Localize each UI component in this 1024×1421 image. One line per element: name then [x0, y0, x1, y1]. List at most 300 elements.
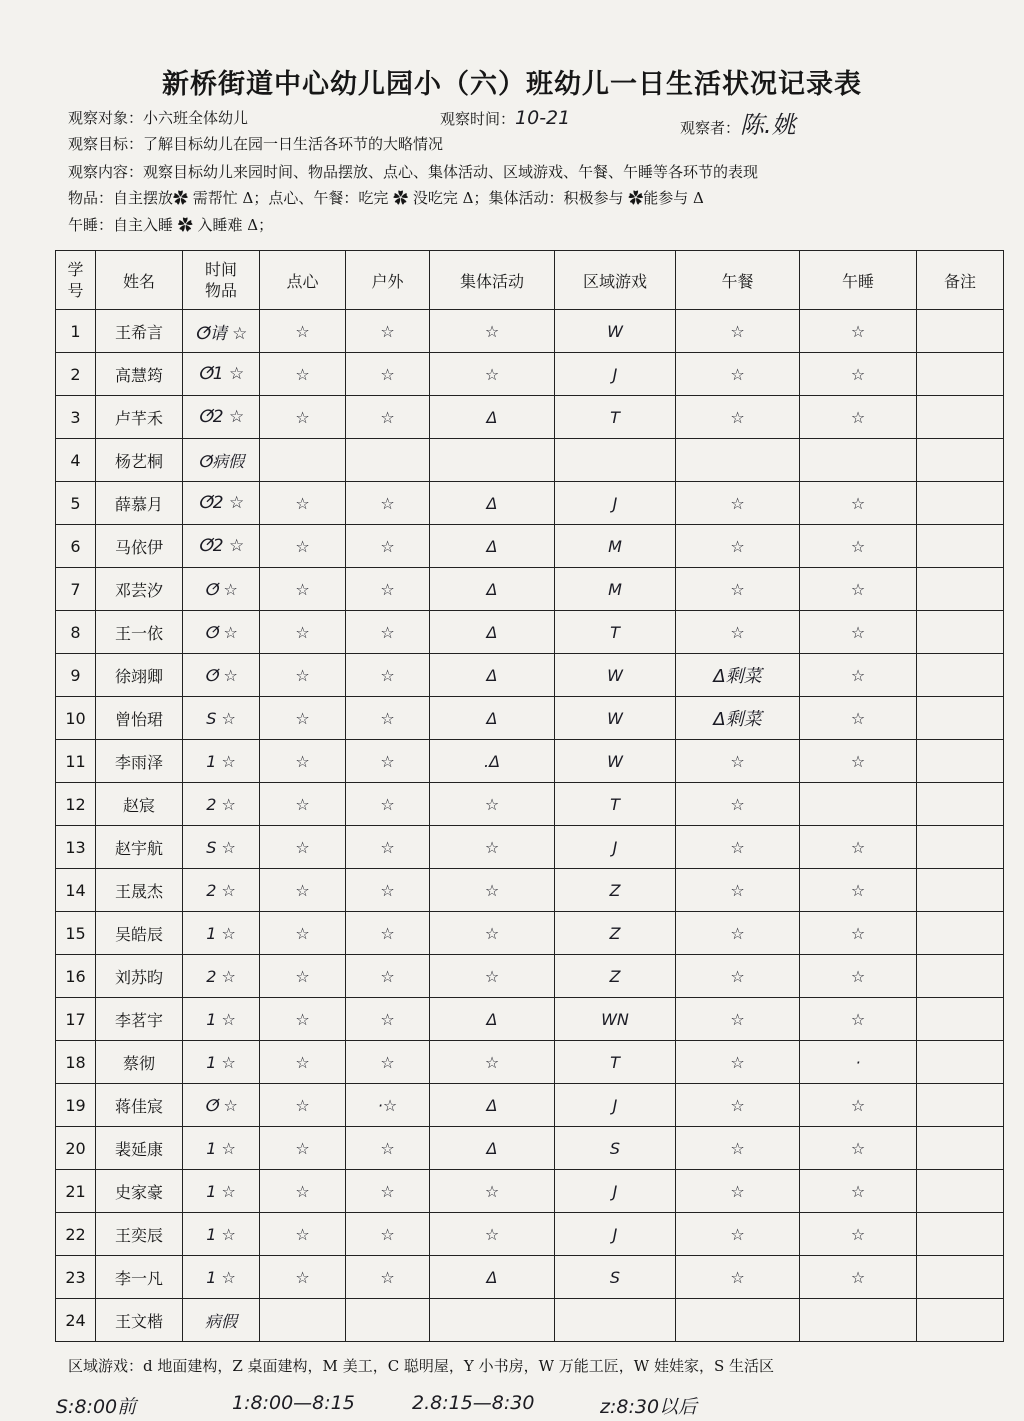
cell-outdoor: ☆: [346, 912, 430, 955]
area-game-legend: 区域游戏：d 地面建构，Z 桌面建构，M 美工，C 聪明屋，Y 小书房，W 万能工匠，W 娃娃家，S 生活区: [68, 1357, 775, 1375]
cell-nap: [800, 439, 917, 482]
cell-note: [917, 353, 1004, 396]
table-row: [56, 1127, 1004, 1170]
observation-goal: [68, 133, 443, 154]
cell-arrive: ⵚ2 ☆: [183, 396, 260, 439]
cell-no: 10: [56, 697, 96, 740]
cell-name: 卢芊禾: [96, 396, 183, 439]
cell-snack: ☆: [260, 740, 346, 783]
cell-area: W: [555, 310, 676, 353]
col-header-no: 学号: [56, 251, 96, 310]
cell-outdoor: ☆: [346, 482, 430, 525]
cell-area: J: [555, 1170, 676, 1213]
cell-lunch: ☆: [676, 1127, 800, 1170]
cell-name: 徐翊卿: [96, 654, 183, 697]
cell-area: T: [555, 783, 676, 826]
time-note-z: z:8:30以后: [600, 1396, 698, 1418]
cell-lunch: ☆: [676, 783, 800, 826]
cell-snack: ☆: [260, 525, 346, 568]
cell-lunch: [676, 1299, 800, 1342]
cell-nap: ·: [800, 1041, 917, 1084]
table-row: [56, 439, 1004, 482]
cell-arrive: 1 ☆: [183, 912, 260, 955]
object-value: 小六班全体幼儿: [143, 109, 249, 127]
cell-snack: ☆: [260, 869, 346, 912]
table-row: [56, 1213, 1004, 1256]
cell-arrive: ⵚ ☆: [183, 611, 260, 654]
table-row: [56, 310, 1004, 353]
observation-object: [68, 107, 248, 128]
cell-area: S: [555, 1256, 676, 1299]
cell-group: Δ: [430, 998, 555, 1041]
cell-nap: ☆: [800, 1127, 917, 1170]
cell-no: 7: [56, 568, 96, 611]
cell-lunch: ☆: [676, 998, 800, 1041]
cell-lunch: ☆: [676, 740, 800, 783]
cell-no: 17: [56, 998, 96, 1041]
cell-name: 赵宸: [96, 783, 183, 826]
cell-arrive: 1 ☆: [183, 998, 260, 1041]
table-header-row: [56, 251, 1004, 310]
cell-lunch: ☆: [676, 1170, 800, 1213]
cell-nap: ☆: [800, 912, 917, 955]
cell-arrive: S ☆: [183, 826, 260, 869]
cell-area: [555, 439, 676, 482]
cell-area: M: [555, 568, 676, 611]
cell-name: 马依伊: [96, 525, 183, 568]
cell-area: WN: [555, 998, 676, 1041]
table-row: [56, 955, 1004, 998]
cell-snack: ☆: [260, 482, 346, 525]
cell-group: Δ: [430, 1256, 555, 1299]
cell-group: [430, 439, 555, 482]
cell-name: 高慧筠: [96, 353, 183, 396]
cell-name: 史家豪: [96, 1170, 183, 1213]
content-label: 观察内容：: [68, 163, 144, 181]
col-header-snack: 点心: [260, 251, 346, 310]
cell-group: .Δ: [430, 740, 555, 783]
cell-group: [430, 1299, 555, 1342]
cell-name: 李茗宇: [96, 998, 183, 1041]
cell-lunch: ☆: [676, 869, 800, 912]
cell-outdoor: ☆: [346, 998, 430, 1041]
cell-no: 13: [56, 826, 96, 869]
cell-snack: ☆: [260, 1127, 346, 1170]
cell-outdoor: ☆: [346, 826, 430, 869]
cell-arrive: ⵚ ☆: [183, 654, 260, 697]
cell-group: Δ: [430, 697, 555, 740]
col-header-arrive: 时间物品: [183, 251, 260, 310]
cell-outdoor: [346, 1299, 430, 1342]
cell-outdoor: ☆: [346, 740, 430, 783]
cell-note: [917, 783, 1004, 826]
cell-no: 14: [56, 869, 96, 912]
cell-nap: ☆: [800, 1213, 917, 1256]
cell-outdoor: ☆: [346, 1041, 430, 1084]
cell-nap: ☆: [800, 697, 917, 740]
cell-no: 8: [56, 611, 96, 654]
cell-outdoor: ☆: [346, 310, 430, 353]
cell-nap: ☆: [800, 396, 917, 439]
cell-nap: ☆: [800, 740, 917, 783]
cell-arrive: S ☆: [183, 697, 260, 740]
cell-name: 刘苏昀: [96, 955, 183, 998]
cell-note: [917, 439, 1004, 482]
table-row: [56, 912, 1004, 955]
cell-arrive: ⵚ2 ☆: [183, 482, 260, 525]
cell-snack: ☆: [260, 1170, 346, 1213]
cell-group: ☆: [430, 310, 555, 353]
table-row: [56, 1084, 1004, 1127]
cell-no: 1: [56, 310, 96, 353]
cell-group: Δ: [430, 1127, 555, 1170]
cell-snack: ☆: [260, 998, 346, 1041]
cell-lunch: Δ剩菜: [676, 654, 800, 697]
table-row: [56, 1256, 1004, 1299]
cell-outdoor: ☆: [346, 611, 430, 654]
cell-area: M: [555, 525, 676, 568]
cell-arrive: 2 ☆: [183, 869, 260, 912]
cell-nap: ☆: [800, 826, 917, 869]
cell-nap: ☆: [800, 955, 917, 998]
cell-nap: ☆: [800, 310, 917, 353]
table-row: [56, 998, 1004, 1041]
cell-arrive: ⵚ ☆: [183, 568, 260, 611]
cell-snack: ☆: [260, 1084, 346, 1127]
cell-arrive: ⵚ ☆: [183, 1084, 260, 1127]
cell-no: 23: [56, 1256, 96, 1299]
table-row: [56, 869, 1004, 912]
table-row: [56, 654, 1004, 697]
cell-arrive: 1 ☆: [183, 740, 260, 783]
table-row: [56, 1299, 1004, 1342]
cell-area: J: [555, 826, 676, 869]
cell-outdoor: ☆: [346, 568, 430, 611]
observer-value: 陈.姚: [740, 111, 796, 139]
cell-snack: ☆: [260, 1041, 346, 1084]
cell-note: [917, 740, 1004, 783]
table-row: [56, 353, 1004, 396]
time-note-s: S:8:00前: [56, 1396, 137, 1418]
cell-no: 9: [56, 654, 96, 697]
cell-outdoor: ·☆: [346, 1084, 430, 1127]
cell-area: S: [555, 1127, 676, 1170]
cell-note: [917, 1041, 1004, 1084]
observer: [680, 105, 796, 140]
cell-note: [917, 1299, 1004, 1342]
cell-snack: [260, 439, 346, 482]
cell-note: [917, 1170, 1004, 1213]
cell-area: T: [555, 396, 676, 439]
legend-line-2: 午睡：自主入睡 ✿ 入睡难 Δ；: [68, 216, 274, 234]
cell-arrive: ⵚ请 ☆: [183, 310, 260, 353]
cell-name: 曾怡珺: [96, 697, 183, 740]
col-header-area: 区域游戏: [555, 251, 676, 310]
cell-area: [555, 1299, 676, 1342]
cell-outdoor: ☆: [346, 353, 430, 396]
table-row: [56, 740, 1004, 783]
table-row: [56, 1041, 1004, 1084]
cell-name: 赵宇航: [96, 826, 183, 869]
cell-area: J: [555, 353, 676, 396]
cell-lunch: ☆: [676, 482, 800, 525]
cell-outdoor: ☆: [346, 783, 430, 826]
cell-nap: ☆: [800, 1256, 917, 1299]
table-body: [56, 310, 1004, 1342]
cell-snack: ☆: [260, 1256, 346, 1299]
table-row: [56, 396, 1004, 439]
cell-snack: ☆: [260, 1213, 346, 1256]
cell-arrive: ⵚ病假: [183, 439, 260, 482]
cell-group: ☆: [430, 1213, 555, 1256]
table-row: [56, 783, 1004, 826]
cell-snack: ☆: [260, 783, 346, 826]
cell-lunch: ☆: [676, 1041, 800, 1084]
cell-note: [917, 826, 1004, 869]
observation-content: [68, 161, 758, 182]
cell-name: 薛慕月: [96, 482, 183, 525]
cell-no: 18: [56, 1041, 96, 1084]
cell-arrive: 病假: [183, 1299, 260, 1342]
cell-outdoor: ☆: [346, 697, 430, 740]
col-header-group: 集体活动: [430, 251, 555, 310]
cell-area: W: [555, 654, 676, 697]
cell-group: ☆: [430, 353, 555, 396]
cell-snack: ☆: [260, 826, 346, 869]
table-row: [56, 568, 1004, 611]
cell-outdoor: ☆: [346, 1127, 430, 1170]
table-row: [56, 525, 1004, 568]
cell-nap: [800, 783, 917, 826]
cell-area: W: [555, 697, 676, 740]
cell-nap: ☆: [800, 654, 917, 697]
cell-note: [917, 396, 1004, 439]
cell-note: [917, 912, 1004, 955]
cell-outdoor: ☆: [346, 1256, 430, 1299]
goal-label: 观察目标：: [68, 135, 144, 153]
cell-no: 11: [56, 740, 96, 783]
object-label: 观察对象：: [68, 109, 144, 127]
cell-note: [917, 482, 1004, 525]
cell-note: [917, 1084, 1004, 1127]
observation-time: [440, 107, 570, 129]
cell-nap: ☆: [800, 525, 917, 568]
observer-label: 观察者：: [680, 119, 741, 137]
cell-group: Δ: [430, 568, 555, 611]
cell-lunch: [676, 439, 800, 482]
table-row: [56, 482, 1004, 525]
cell-group: ☆: [430, 1170, 555, 1213]
cell-note: [917, 1127, 1004, 1170]
cell-name: 李一凡: [96, 1256, 183, 1299]
cell-area: Z: [555, 869, 676, 912]
cell-note: [917, 310, 1004, 353]
cell-lunch: ☆: [676, 396, 800, 439]
cell-no: 21: [56, 1170, 96, 1213]
cell-group: Δ: [430, 482, 555, 525]
cell-name: 蔡彻: [96, 1041, 183, 1084]
cell-no: 19: [56, 1084, 96, 1127]
cell-area: J: [555, 482, 676, 525]
cell-lunch: ☆: [676, 310, 800, 353]
cell-area: T: [555, 611, 676, 654]
col-header-lunch: 午餐: [676, 251, 800, 310]
cell-note: [917, 697, 1004, 740]
cell-nap: [800, 1299, 917, 1342]
cell-arrive: 1 ☆: [183, 1041, 260, 1084]
cell-no: 2: [56, 353, 96, 396]
cell-outdoor: ☆: [346, 1213, 430, 1256]
cell-lunch: ☆: [676, 611, 800, 654]
cell-arrive: 1 ☆: [183, 1256, 260, 1299]
cell-arrive: 1 ☆: [183, 1170, 260, 1213]
cell-arrive: ⵚ1 ☆: [183, 353, 260, 396]
page-title: 新桥街道中心幼儿园小（六）班幼儿一日生活状况记录表: [162, 69, 862, 100]
col-header-name: 姓名: [96, 251, 183, 310]
table-row: [56, 1170, 1004, 1213]
col-header-outdoor: 户外: [346, 251, 430, 310]
cell-outdoor: ☆: [346, 654, 430, 697]
cell-group: Δ: [430, 396, 555, 439]
cell-outdoor: ☆: [346, 1170, 430, 1213]
time-note-1: 1:8:00—8:15: [232, 1392, 355, 1414]
cell-lunch: ☆: [676, 1256, 800, 1299]
cell-area: Z: [555, 912, 676, 955]
cell-arrive: 1 ☆: [183, 1127, 260, 1170]
cell-name: 李雨泽: [96, 740, 183, 783]
cell-name: 王文楷: [96, 1299, 183, 1342]
cell-nap: ☆: [800, 568, 917, 611]
cell-note: [917, 525, 1004, 568]
cell-nap: ☆: [800, 611, 917, 654]
cell-lunch: ☆: [676, 353, 800, 396]
cell-nap: ☆: [800, 482, 917, 525]
content-value: 观察目标幼儿来园时间、物品摆放、点心、集体活动、区域游戏、午餐、午睡等各环节的表现: [143, 163, 759, 181]
cell-no: 4: [56, 439, 96, 482]
table-row: [56, 697, 1004, 740]
goal-value: 了解目标幼儿在园一日生活各环节的大略情况: [143, 135, 444, 153]
cell-no: 16: [56, 955, 96, 998]
cell-group: Δ: [430, 525, 555, 568]
cell-group: ☆: [430, 783, 555, 826]
cell-note: [917, 611, 1004, 654]
cell-name: 杨艺桐: [96, 439, 183, 482]
cell-lunch: Δ剩菜: [676, 697, 800, 740]
cell-snack: ☆: [260, 955, 346, 998]
cell-no: 22: [56, 1213, 96, 1256]
cell-snack: ☆: [260, 568, 346, 611]
cell-note: [917, 998, 1004, 1041]
time-value: 10-21: [515, 107, 571, 129]
cell-group: ☆: [430, 869, 555, 912]
table-row: [56, 826, 1004, 869]
cell-nap: ☆: [800, 353, 917, 396]
cell-outdoor: [346, 439, 430, 482]
cell-arrive: ⵚ2 ☆: [183, 525, 260, 568]
cell-note: [917, 955, 1004, 998]
cell-note: [917, 1256, 1004, 1299]
cell-snack: ☆: [260, 611, 346, 654]
cell-no: 6: [56, 525, 96, 568]
time-label: 观察时间：: [440, 110, 516, 128]
cell-lunch: ☆: [676, 955, 800, 998]
cell-no: 5: [56, 482, 96, 525]
cell-nap: ☆: [800, 1084, 917, 1127]
cell-arrive: 2 ☆: [183, 955, 260, 998]
cell-snack: ☆: [260, 353, 346, 396]
cell-snack: [260, 1299, 346, 1342]
cell-note: [917, 869, 1004, 912]
cell-area: T: [555, 1041, 676, 1084]
time-note-2: 2.8:15—8:30: [412, 1392, 535, 1414]
col-header-note: 备注: [917, 251, 1004, 310]
cell-area: W: [555, 740, 676, 783]
cell-no: 3: [56, 396, 96, 439]
cell-name: 吴皓辰: [96, 912, 183, 955]
cell-group: Δ: [430, 654, 555, 697]
cell-lunch: ☆: [676, 525, 800, 568]
cell-nap: ☆: [800, 1170, 917, 1213]
cell-arrive: 1 ☆: [183, 1213, 260, 1256]
cell-name: 裴延康: [96, 1127, 183, 1170]
cell-snack: ☆: [260, 697, 346, 740]
cell-outdoor: ☆: [346, 869, 430, 912]
table-row: [56, 611, 1004, 654]
cell-group: ☆: [430, 955, 555, 998]
cell-snack: ☆: [260, 396, 346, 439]
cell-note: [917, 654, 1004, 697]
cell-snack: ☆: [260, 912, 346, 955]
cell-no: 15: [56, 912, 96, 955]
cell-name: 王一依: [96, 611, 183, 654]
cell-snack: ☆: [260, 654, 346, 697]
cell-outdoor: ☆: [346, 396, 430, 439]
cell-outdoor: ☆: [346, 955, 430, 998]
record-table: [55, 250, 1004, 1342]
col-header-nap: 午睡: [800, 251, 917, 310]
cell-note: [917, 1213, 1004, 1256]
cell-area: Z: [555, 955, 676, 998]
cell-nap: ☆: [800, 998, 917, 1041]
cell-name: 蒋佳宸: [96, 1084, 183, 1127]
cell-group: ☆: [430, 1041, 555, 1084]
cell-snack: ☆: [260, 310, 346, 353]
cell-name: 王奕辰: [96, 1213, 183, 1256]
cell-lunch: ☆: [676, 912, 800, 955]
cell-name: 王晟杰: [96, 869, 183, 912]
cell-area: J: [555, 1084, 676, 1127]
cell-area: J: [555, 1213, 676, 1256]
cell-no: 20: [56, 1127, 96, 1170]
cell-nap: ☆: [800, 869, 917, 912]
cell-group: ☆: [430, 912, 555, 955]
cell-lunch: ☆: [676, 1084, 800, 1127]
cell-lunch: ☆: [676, 826, 800, 869]
cell-outdoor: ☆: [346, 525, 430, 568]
cell-no: 24: [56, 1299, 96, 1342]
cell-group: Δ: [430, 611, 555, 654]
cell-lunch: ☆: [676, 1213, 800, 1256]
cell-name: 邓芸汐: [96, 568, 183, 611]
cell-group: ☆: [430, 826, 555, 869]
cell-no: 12: [56, 783, 96, 826]
cell-group: Δ: [430, 1084, 555, 1127]
cell-note: [917, 568, 1004, 611]
cell-arrive: 2 ☆: [183, 783, 260, 826]
cell-name: 王希言: [96, 310, 183, 353]
legend-line-1: 物品：自主摆放✿ 需帮忙 Δ；点心、午餐：吃完 ✿ 没吃完 Δ；集体活动：积极参与 ✿能参与 Δ: [68, 189, 704, 207]
cell-lunch: ☆: [676, 568, 800, 611]
